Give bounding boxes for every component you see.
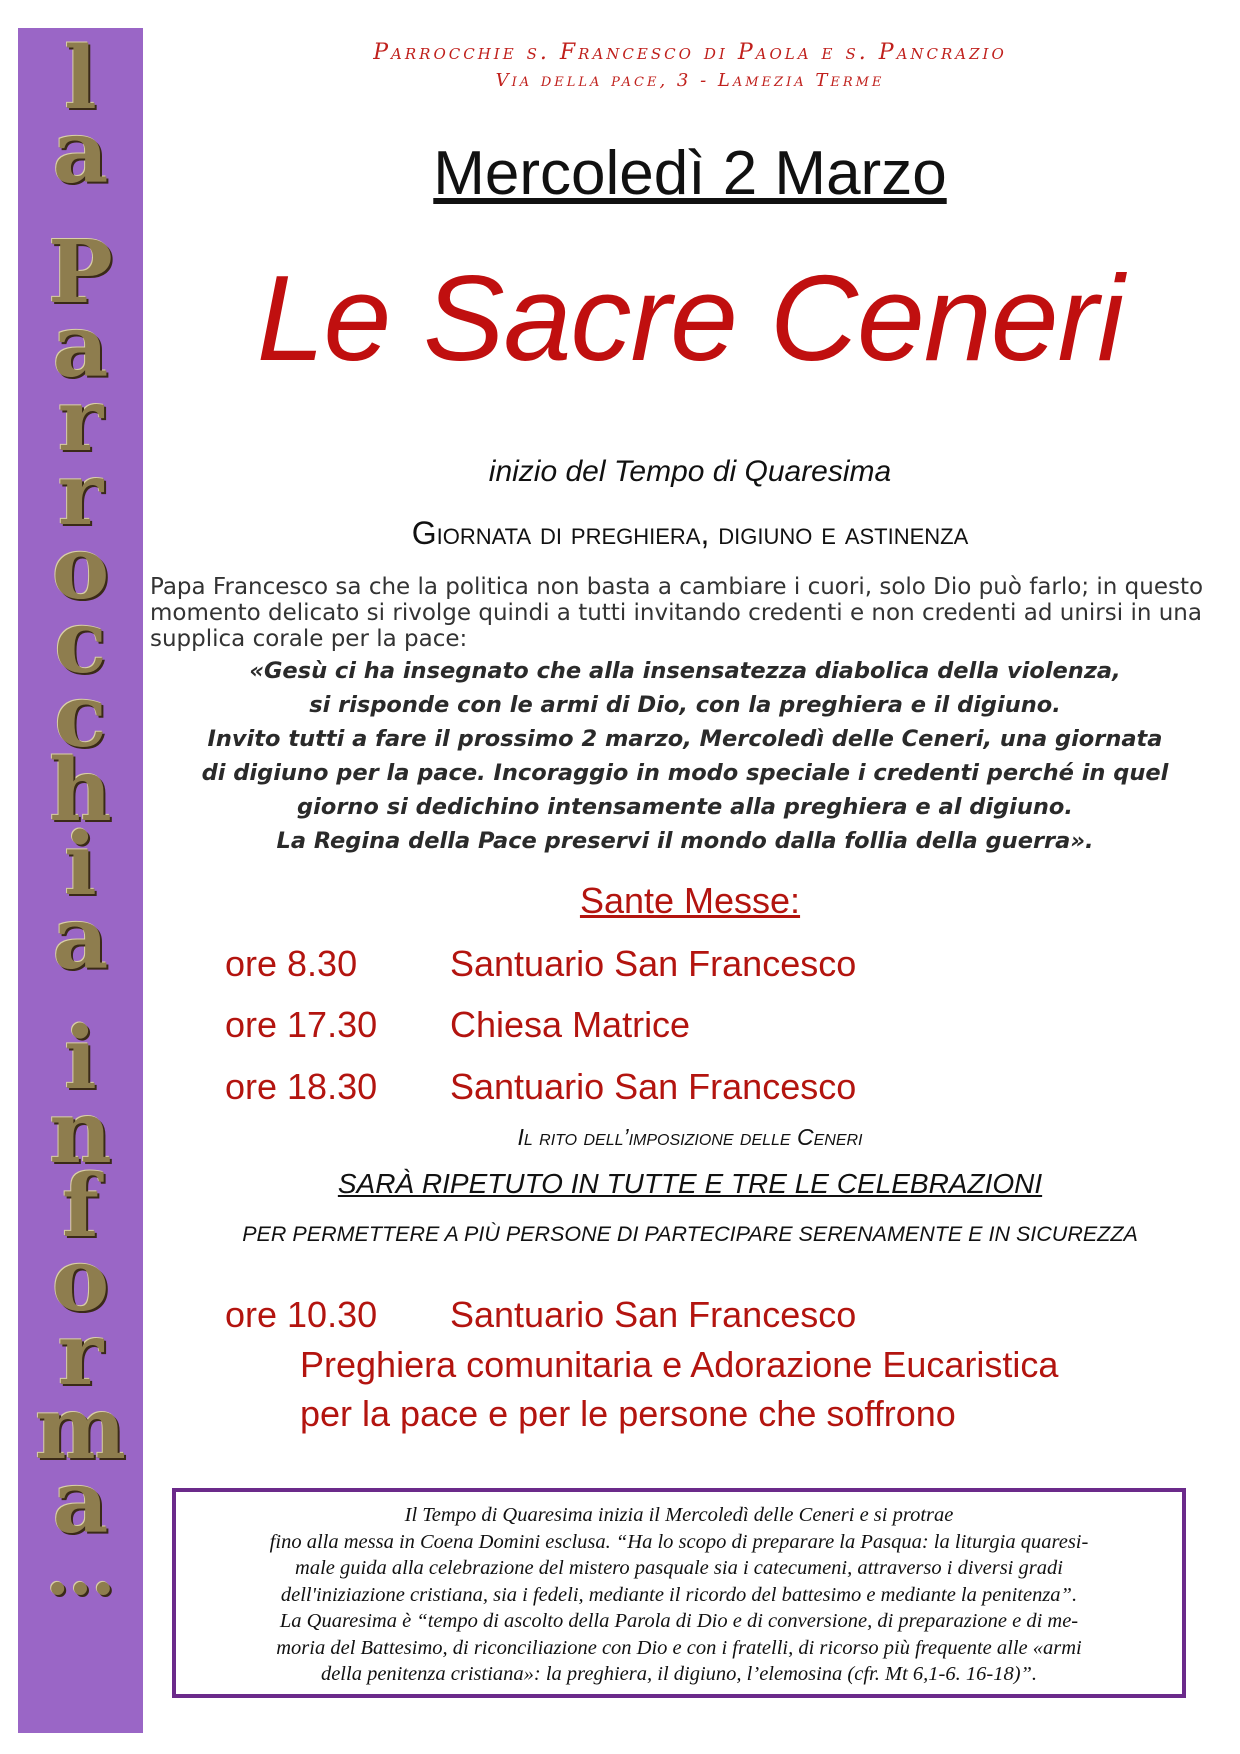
parish-header-line1: Parrocchie s. Francesco di Paola e s. Pancrazio xyxy=(373,40,1007,65)
event-subtitle: inizio del Tempo di Quaresima xyxy=(488,455,892,488)
day-title: Giornata di preghiera, digiuno e astinenza xyxy=(411,515,969,551)
mass-time: ore 18.30 xyxy=(225,1066,378,1107)
mass-time: ore 8.30 xyxy=(225,943,358,984)
box-line: La Quaresima è “tempo di ascolto della Parola di Dio e di conversione, di preparazione e di me- xyxy=(279,1610,1079,1632)
event-date: Mercoledì 2 Marzo xyxy=(433,139,947,208)
mass-place: Santuario San Francesco xyxy=(450,1066,857,1107)
prayer-entry xyxy=(225,1294,856,1336)
sidebar-letter: i xyxy=(64,814,97,915)
prayer-description-line1: Preghiera comunitaria e Adorazione Eucaristica xyxy=(300,1344,1059,1385)
sidebar-letter: o xyxy=(51,518,110,619)
sidebar-letter: a xyxy=(52,102,109,203)
sidebar-letter: r xyxy=(57,444,104,545)
sidebar-banner xyxy=(18,28,143,1733)
mass-place: Chiesa Matrice xyxy=(450,1004,691,1045)
ashes-rite-note: Il rito dell’imposizione delle Ceneri xyxy=(517,1124,863,1150)
sidebar-letter: h xyxy=(49,740,112,841)
pope-quote xyxy=(150,654,1220,858)
sidebar-letter: r xyxy=(57,370,104,471)
repeated-note: SARÀ RIPETUTO IN TUTTE E TRE LE CELEBRAZIONI xyxy=(337,1168,1043,1199)
lent-info-box xyxy=(172,1488,1186,1698)
sidebar-letter: P xyxy=(48,222,113,323)
intro-paragraph: Papa Francesco sa che la politica non basta a cambiare i cuori, solo Dio può farlo; in questo momento delicato si rivolge quindi a tutti invitando credenti e non credenti ad unirsi in una supplica corale per la pace: xyxy=(150,574,1204,652)
sidebar-letter: a xyxy=(52,296,109,397)
sidebar-ellipsis: … xyxy=(45,1528,116,1611)
box-line: fino alla messa in Coena Domini esclusa. “Ha lo scopo di preparare la Pasqua: la liturgia quaresi- xyxy=(269,1530,1089,1553)
prayer-description-line2: per la pace e per le persone che soffrono xyxy=(300,1393,956,1434)
mass-time: ore 17.30 xyxy=(225,1004,378,1045)
prayer-time: ore 10.30 xyxy=(225,1294,378,1335)
mass-entry xyxy=(225,1004,690,1046)
sidebar-letter: l xyxy=(64,28,97,129)
quote-line: La Regina della Pace preservi il mondo dalla follia della guerra». xyxy=(276,828,1094,854)
quote-line: giorno si dedichino intensamente alla preghiera e al digiuno. xyxy=(297,794,1073,820)
sidebar-letter: m xyxy=(35,1378,126,1479)
box-line: moria del Battesimo, di riconciliazione con Dio e con i fratelli, di ricorso più frequente alle «armi xyxy=(276,1636,1082,1659)
parish-header-line2: Via della pace, 3 - Lamezia Terme xyxy=(495,70,885,91)
sidebar-letter: o xyxy=(51,1230,110,1331)
box-line: Il Tempo di Quaresima inizia il Mercoledì delle Ceneri e si protrae xyxy=(404,1504,954,1526)
sidebar-letter: c xyxy=(54,592,107,693)
box-line: della penitenza cristiana»: la preghiera, il digiuno, l’elemosina (cfr. Mt 6,1-6. 16-18)”. xyxy=(320,1663,1038,1685)
quote-line: si risponde con le armi di Dio, con la preghiera e il digiuno. xyxy=(309,692,1061,718)
sidebar-vertical-text xyxy=(35,28,126,1614)
quote-line: «Gesù ci ha insegnato che alla insensatezza diabolica della violenza, xyxy=(249,658,1121,684)
quote-line: di digiuno per la pace. Incoraggio in modo speciale i credenti perché in quel xyxy=(201,760,1169,786)
masses-heading: Sante Messe: xyxy=(579,880,801,921)
mass-entry xyxy=(225,943,856,985)
sidebar-letter: i xyxy=(64,1008,97,1109)
mass-entry xyxy=(225,1066,856,1108)
quote-line: Invito tutti a fare il prossimo 2 marzo, Mercoledì delle Ceneri, una giornata xyxy=(207,726,1163,752)
safety-note: PER PERMETTERE A PIÙ PERSONE DI PARTECIPARE SERENAMENTE E IN SICUREZZA xyxy=(242,1222,1138,1246)
mass-place: Santuario San Francesco xyxy=(450,943,857,984)
box-line: male guida alla celebrazione del mistero pasquale sia i catecumeni, attraverso i diversi gradi xyxy=(295,1557,1063,1579)
box-line: dell'iniziazione cristiana, sia i fedeli, mediante il ricordo del battesimo e mediante la penitenza”. xyxy=(280,1583,1078,1606)
sidebar-letter: r xyxy=(57,1304,104,1405)
sidebar-letter: a xyxy=(52,888,109,989)
sidebar-letter: n xyxy=(49,1082,112,1183)
sidebar-letter: a xyxy=(52,1452,109,1553)
event-title: Le Sacre Ceneri xyxy=(256,250,1124,386)
sidebar-letter: c xyxy=(54,666,107,767)
prayer-place: Santuario San Francesco xyxy=(450,1294,857,1335)
sidebar-letter: f xyxy=(62,1156,99,1257)
